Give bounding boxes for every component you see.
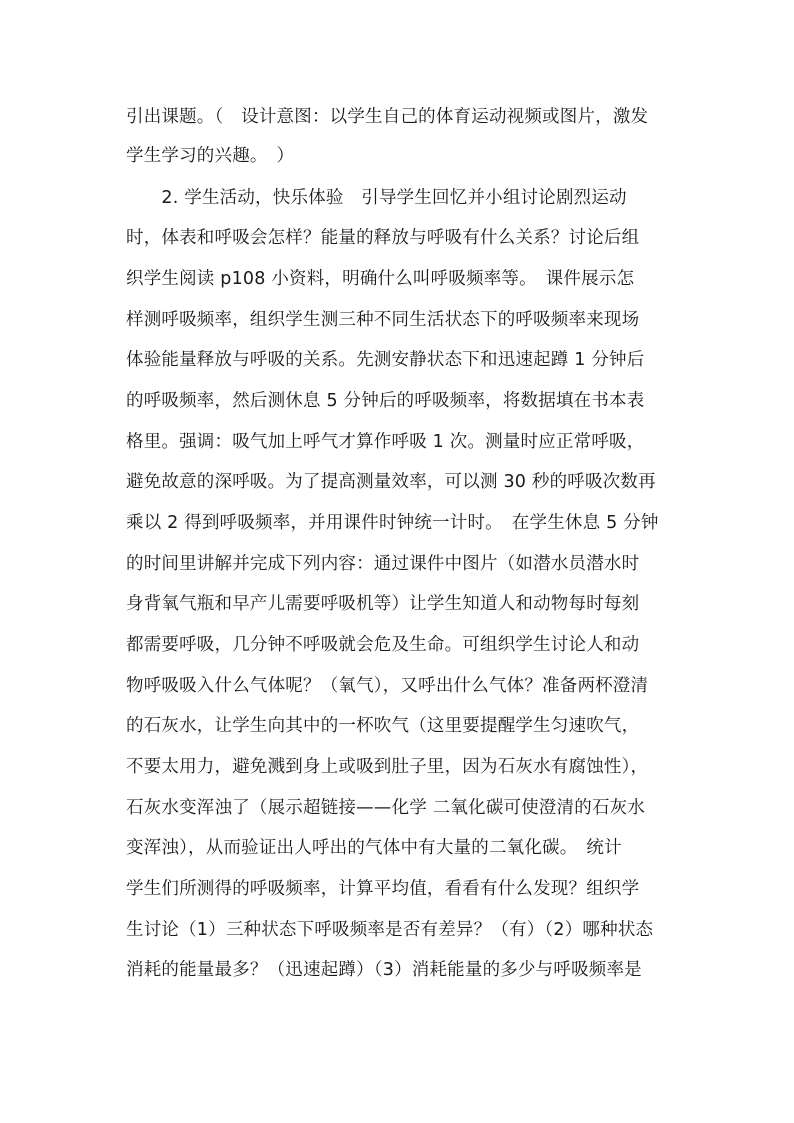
text-line: 体验能量释放与呼吸的关系。先测安静状态下和迅速起蹲 1 分钟后 [126,350,645,370]
text-line: 格里。强调：吸气加上呼气才算作呼吸 1 次。测量时应正常呼吸， [126,432,645,452]
text-line: 生讨论（1）三种状态下呼吸频率是否有差异？（有）（2）哪种状态 [126,920,654,940]
text-line: 2. 学生活动，快乐体验 引导学生回忆并小组讨论剧烈运动 [126,188,627,208]
text-line: 不要太用力，避免溅到身上或吸到肚子里，因为石灰水有腐蚀性）， [126,757,649,777]
text-line: 乘以 2 得到呼吸频率，并用课件时钟统一计时。 在学生休息 5 分钟 [126,513,659,533]
text-line: 避免故意的深呼吸。为了提高测量效率，可以测 30 秒的呼吸次数再 [126,472,656,492]
text-line: 的石灰水，让学生向其中的一杯吹气（这里要提醒学生匀速吹气， [126,716,640,736]
text-line: 学生学习的兴趣。 ） [126,146,295,166]
text-line: 石灰水变浑浊了（展示超链接——化学 二氧化碳可使澄清的石灰水 [126,798,646,818]
text-line: 消耗的能量最多？（迅速起蹲）（3）消耗能量的多少与呼吸频率是 [126,960,642,980]
text-line: 变浑浊），从而验证出人呼出的气体中有大量的二氧化碳。 统计 [126,838,622,858]
text-line: 学生们所测得的呼吸频率，计算平均值，看看有什么发现？组织学 [126,879,640,899]
text-line: 织学生阅读 p108 小资料，明确什么叫呼吸频率等。 课件展示怎 [126,269,635,289]
text-line: 引出课题。（ 设计意图：以学生自己的体育运动视频或图片，激发 [126,107,649,127]
text-line: 都需要呼吸，几分钟不呼吸就会危及生命。可组织学生讨论人和动 [126,635,640,655]
text-line: 物呼吸吸入什么气体呢？（氧气），又呼出什么气体？准备两杯澄清 [126,676,649,696]
text-line: 的时间里讲解并完成下列内容：通过课件中图片（如潜水员潜水时 [126,554,640,574]
text-line: 时，体表和呼吸会怎样？能量的释放与呼吸有什么关系？讨论后组 [126,228,640,248]
text-line: 样测呼吸频率，组织学生测三种不同生活状态下的呼吸频率来现场 [126,310,640,330]
text-line: 的呼吸频率，然后测休息 5 分钟后的呼吸频率，将数据填在书本表 [126,391,645,411]
text-line: 身背氧气瓶和早产儿需要呼吸机等）让学生知道人和动物每时每刻 [126,594,640,614]
